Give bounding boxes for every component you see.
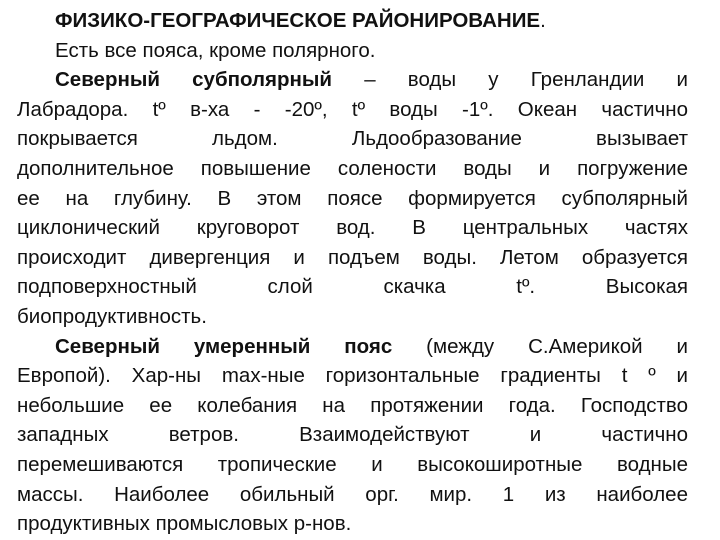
paragraph-line: Европой). Хар-ны max-ные горизонтальные градиенты t º и: [17, 364, 688, 388]
slide-title: [17, 6, 688, 36]
paragraph-line: дополнительное повышение солености воды и погружение: [17, 156, 688, 180]
temperate-term: Северный умеренный пояс: [55, 334, 393, 358]
subpolar-paragraph: [17, 65, 688, 331]
subpolar-term: Северный субполярный: [55, 68, 332, 92]
paragraph-line: [17, 65, 688, 95]
paragraph-line: перемешиваются тропические и высокоширотные водные: [17, 452, 688, 476]
paragraph-line: покрывается льдом. Льдообразование вызывает: [17, 127, 688, 151]
paragraph-line: небольшие ее колебания на протяжении года. Господство: [17, 393, 688, 417]
paragraph-line: ее на глубину. В этом поясе формируется субполярный: [17, 186, 688, 210]
paragraph-line: Лабрадора. tº в-ха - -20º, tº воды -1º. Океан частично: [17, 97, 688, 121]
paragraph-line: циклонический круговорот вод. В центральных частях: [17, 216, 688, 240]
paragraph-line: биопродуктивность.: [17, 304, 207, 328]
paragraph-line: происходит дивергенция и подъем воды. Летом образуется: [17, 245, 688, 269]
paragraph-line: подповерхностный слой скачка tº. Высокая: [17, 275, 688, 299]
paragraph-line: массы. Наиболее обильный орг. мир. 1 из наиболее: [17, 482, 688, 506]
slide-text-body: [17, 6, 688, 539]
title-heading: ФИЗИКО-ГЕОГРАФИЧЕСКОЕ РАЙОНИРОВАНИЕ: [55, 9, 541, 32]
line-text: – воды у Гренландии и: [332, 68, 688, 92]
paragraph-line: [17, 332, 688, 362]
intro-text: Есть все пояса, кроме полярного.: [55, 38, 376, 62]
paragraph-line: продуктивных промысловых р-нов.: [17, 512, 352, 536]
line-text: (между С.Америкой и: [392, 334, 688, 358]
temperate-paragraph: [17, 332, 688, 539]
paragraph-line: западных ветров. Взаимодействуют и частично: [17, 423, 688, 447]
title-period: .: [540, 9, 546, 32]
